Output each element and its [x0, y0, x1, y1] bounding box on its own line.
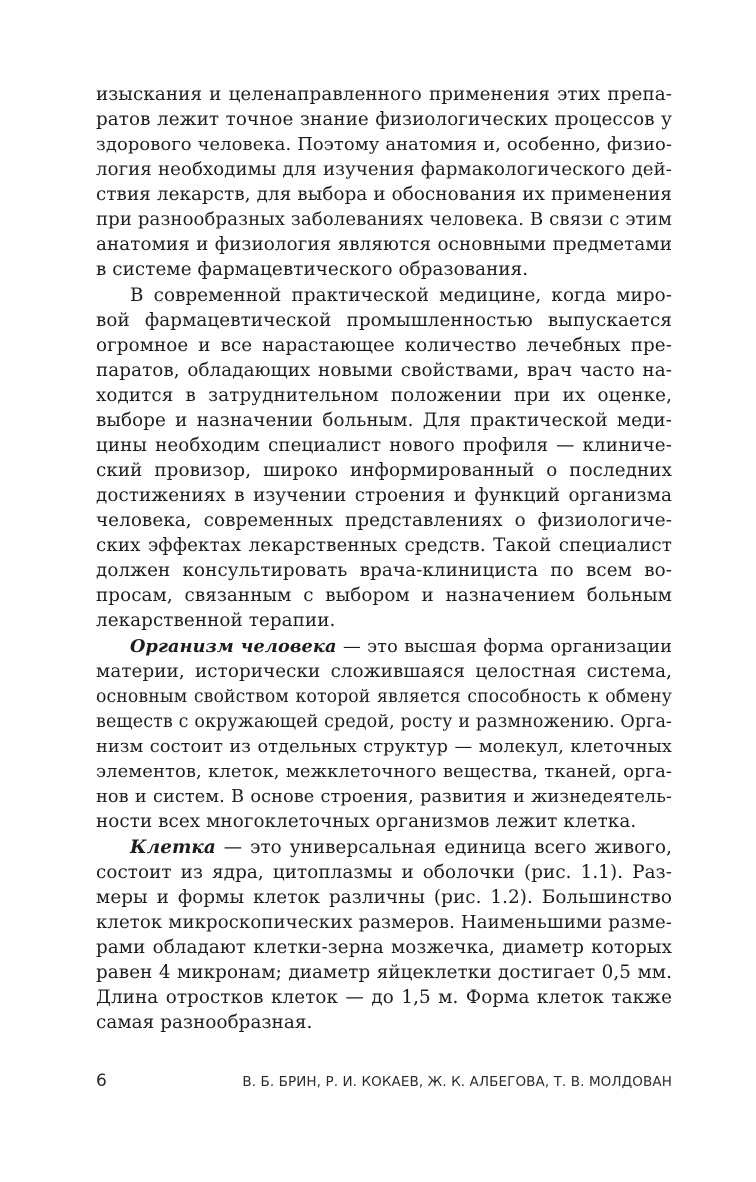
text-line: нов и систем. В основе строения, развития и жизнедеятель-: [96, 787, 672, 807]
text-span: — это универсальная единица всего живого,: [215, 837, 672, 858]
text-line: низм состоит из отдельных структур — молекул, клеточных: [96, 737, 672, 757]
text-line: просам, связанным с выбором и назначением больным: [96, 585, 672, 606]
text-line: веществ с окружающей средой, росту и размножению. Орга-: [96, 712, 672, 732]
text-line: состоит из ядра, цитоплазмы и оболочки (рис. 1.1). Раз-: [96, 862, 672, 883]
text-line: клеток микроскопических размеров. Наименьшими разме-: [96, 912, 672, 933]
text-line: анатомия и физиология являются основными предметами: [96, 234, 672, 255]
text-line: Длина отростков клеток — до 1,5 м. Форма клеток также: [96, 987, 672, 1008]
text-line: ратов лежит точное знание физиологических процессов у: [96, 109, 672, 130]
text-line: ствия лекарств, для выбора и обоснования их применения: [96, 184, 672, 205]
text-line: ходится в затруднительном положении при их оценке,: [96, 385, 672, 406]
text-line: [130, 634, 672, 660]
page-number: 6: [96, 1071, 107, 1091]
text-line: человека, современных представлениях о физиологиче-: [96, 510, 672, 531]
text-line: при разнообразных заболеваниях человека. В связи с этим: [96, 209, 672, 230]
text-line: в системе фармацевтического образования.: [96, 259, 529, 280]
text-line: лекарственной терапии.: [96, 610, 336, 631]
text-line: материи, исторически сложившаяся целостная система,: [96, 661, 672, 682]
text-line: ских эффектах лекарственных средств. Такой специалист: [96, 535, 672, 556]
text-line: ности всех многоклеточных организмов лежит клетка.: [96, 811, 637, 832]
text-line: самая разнообразная.: [96, 1012, 313, 1033]
text-line: [130, 835, 672, 861]
text-line: здорового человека. Поэтому анатомия и, особенно, физио-: [96, 134, 672, 155]
text-line: равен 4 микронам; диаметр яйцеклетки достигает 0,5 мм.: [96, 962, 672, 983]
text-line: изыскания и целенаправленного применения этих препа-: [96, 84, 672, 105]
text-line: ский провизор, широко информированный о последних: [96, 460, 672, 481]
text-line: паратов, обладающих новыми свойствами, врач часто на-: [96, 360, 672, 381]
text-line: рами обладают клетки-зерна мозжечка, диаметр которых: [96, 937, 672, 958]
text-line: логия необходимы для изучения фармакологического дей-: [96, 159, 672, 180]
text-line: основным свойством которой является способность к обмену: [96, 687, 672, 707]
text-line: меры и формы клеток различны (рис. 1.2). Большинство: [96, 887, 672, 908]
text-line: огромное и все нарастающее количество лечебных пре-: [96, 335, 672, 356]
term-cell: Клетка: [130, 837, 216, 858]
text-line: должен консультировать врача-клинициста по всем во-: [96, 560, 672, 581]
term-organism: Организм человека: [130, 636, 337, 657]
text-line: выборе и назначении больным. Для практической меди-: [96, 410, 672, 431]
text-span: — это высшая форма организации: [336, 637, 673, 657]
text-line: элементов, клеток, межклеточного вещества, тканей, орга-: [96, 761, 672, 782]
text-line: В современной практической медицине, когда миро-: [130, 285, 672, 306]
text-line: вой фармацевтической промышленностью выпускается: [96, 310, 672, 331]
text-line: цины необходим специалист нового профиля — клиниче-: [96, 435, 672, 456]
text-line: достижениях в изучении строения и функций организма: [96, 485, 672, 506]
running-footer-authors: В. Б. БРИН, Р. И. КОКАЕВ, Ж. К. АЛБЕГОВА, Т. В. МОЛДОВАН: [242, 1074, 672, 1090]
